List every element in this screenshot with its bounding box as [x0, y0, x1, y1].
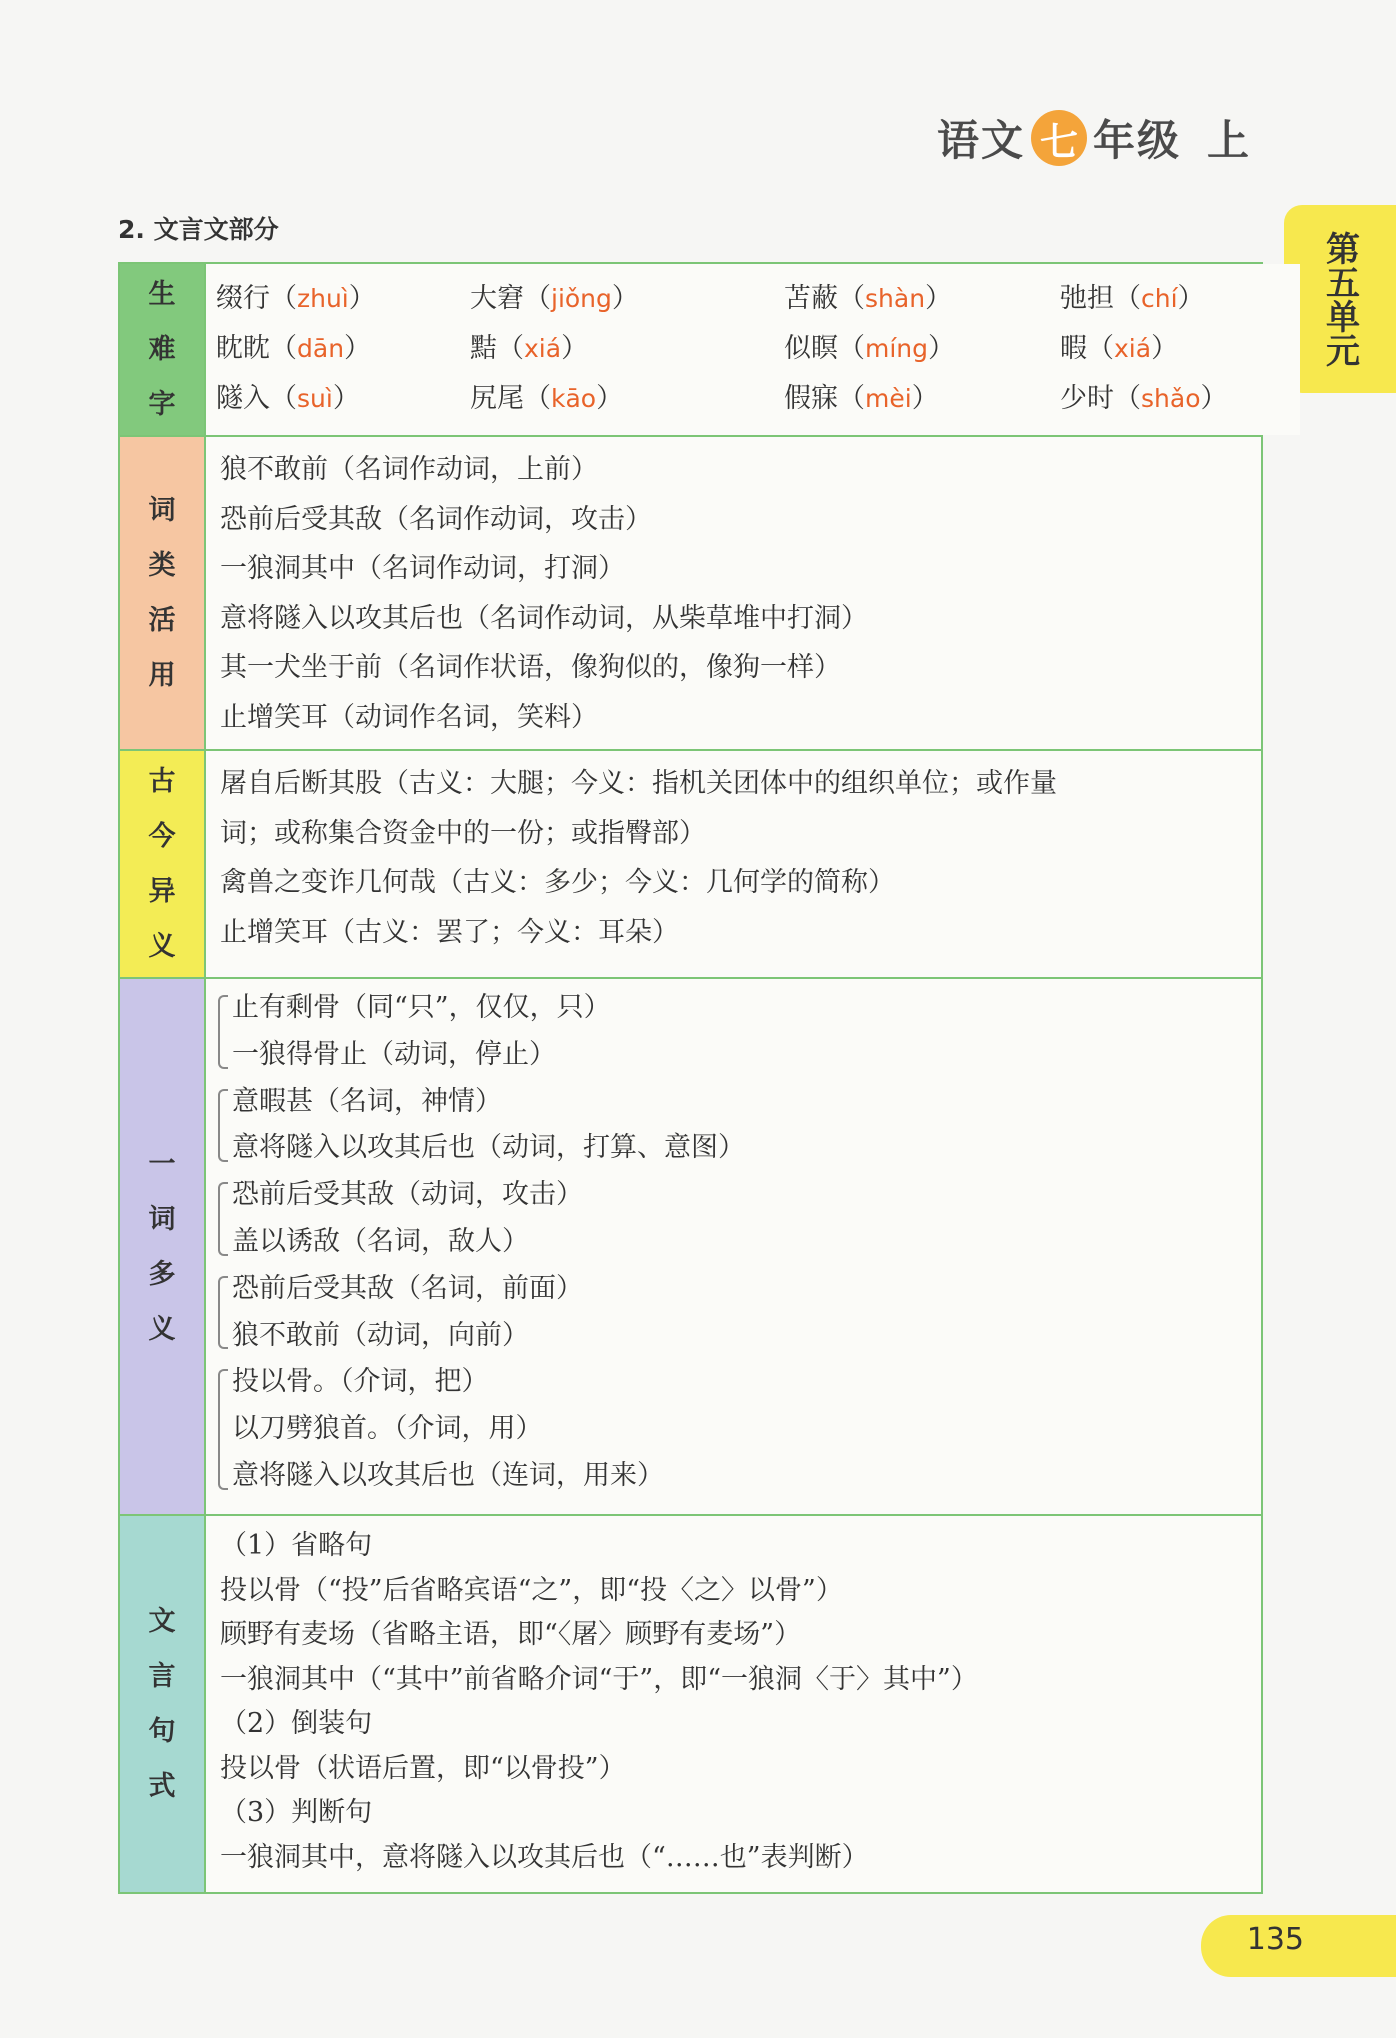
word-class-line: 意将隧入以攻其后也（名词作动词，从柴草堆中打洞）: [220, 602, 868, 634]
polysemy-content: [206, 979, 1261, 1514]
vocab-item: 尻尾（kāo）: [470, 383, 624, 414]
row-label-ancient-modern: 古 今 异 义: [120, 751, 206, 977]
term-label: 上: [1206, 116, 1251, 165]
row-label-polysemy: 一 词 多 义: [120, 979, 206, 1514]
polysemy-group-qian: [226, 1266, 1247, 1360]
vocab-item: 暇（xiá）: [1060, 333, 1179, 364]
sentence-subhead: （1）省略句: [220, 1530, 373, 1561]
ancient-modern-content: [206, 751, 1261, 977]
vocab-item: 少时（shǎo）: [1060, 383, 1228, 414]
sentence-line: 一狼洞其中，意将隧入以攻其后也（“……也”表判断）: [220, 1841, 869, 1873]
sentence-content: [206, 1516, 1261, 1892]
polysemy-line: 意将隧入以攻其后也（连词，用来）: [232, 1459, 664, 1491]
ancient-modern-line: 词；或称集合资金中的一份；或指臀部）: [220, 817, 706, 849]
page-number: 135: [1246, 1922, 1304, 1957]
word-class-line: 止增笑耳（动词作名词，笑料）: [220, 701, 598, 733]
polysemy-line: 投以骨。（介词，把）: [232, 1366, 489, 1398]
sentence-line: 投以骨（状语后置，即“以骨投”）: [220, 1752, 626, 1784]
word-class-content: [206, 437, 1261, 749]
summary-table: [118, 262, 1263, 1894]
vocab-item: 眈眈（dān）: [216, 333, 372, 364]
polysemy-group-di: [226, 1172, 1247, 1266]
polysemy-line: 意暇甚（名词，神情）: [232, 1085, 502, 1117]
sentence-subhead: （3）判断句: [220, 1797, 373, 1828]
sentence-line: 一狼洞其中（“其中”前省略介词“于”，即“一狼洞〈于〉其中”）: [220, 1663, 978, 1695]
vocab-item: 苫蔽（shàn）: [784, 283, 953, 314]
vocab-item: 弛担（chí）: [1060, 283, 1205, 314]
subject-title: 语文: [936, 116, 1025, 165]
grade-badge: 七: [1031, 110, 1087, 166]
section-title: 2. 文言文部分: [118, 215, 279, 244]
vocab-item: 大窘（jiǒng）: [470, 283, 639, 314]
ancient-modern-line: 止增笑耳（古义：罢了；今义：耳朵）: [220, 916, 679, 948]
polysemy-line: 以刀劈狼首。（介词，用）: [232, 1413, 543, 1445]
polysemy-group-yi2: [226, 1359, 1247, 1499]
vocab-content: [206, 264, 1300, 435]
polysemy-line: 盖以诱敌（名词，敌人）: [232, 1225, 529, 1257]
ancient-modern-line: 禽兽之变诈几何哉（古义：多少；今义：几何学的简称）: [220, 867, 895, 898]
row-label-sentence: 文 言 句 式: [120, 1516, 206, 1892]
word-class-line: 其一犬坐于前（名词作状语，像狗似的，像狗一样）: [220, 652, 841, 683]
vocab-item: 缀行（zhuì）: [216, 283, 376, 314]
word-class-line: 恐前后受其敌（名词作动词，攻击）: [220, 503, 652, 535]
row-label-word-class: 词 类 活 用: [120, 437, 206, 749]
unit-label: 第五单元: [1319, 231, 1360, 367]
row-word-class: [120, 437, 1261, 751]
polysemy-group-zhi: [226, 985, 1247, 1079]
polysemy-line: 恐前后受其敌（动词，攻击）: [232, 1179, 583, 1211]
sentence-line: 顾野有麦场（省略主语，即“〈屠〉顾野有麦场”）: [220, 1619, 802, 1650]
polysemy-line: 一狼得骨止（动词，停止）: [232, 1038, 556, 1070]
polysemy-group-yi: [226, 1079, 1247, 1173]
sentence-subhead: （2）倒装句: [220, 1708, 373, 1739]
polysemy-line: 狼不敢前（动词，向前）: [232, 1319, 529, 1351]
word-class-line: 狼不敢前（名词作动词，上前）: [220, 454, 598, 485]
polysemy-line: 意将隧入以攻其后也（动词，打算、意图）: [232, 1132, 745, 1164]
vocab-item: 黠（xiá）: [470, 333, 589, 364]
vocab-item: 似瞑（míng）: [784, 333, 956, 364]
ancient-modern-line: 屠自后断其股（古义：大腿；今义：指机关团体中的组织单位；或作量: [220, 768, 1057, 799]
vocab-item: 假寐（mèi）: [784, 383, 939, 414]
unit-side-tab: [1284, 205, 1396, 393]
page-header: [937, 108, 1251, 168]
row-sentence: [120, 1516, 1261, 1892]
row-ancient-modern: [120, 751, 1261, 979]
polysemy-line: 止有剩骨（同“只”，仅仅，只）: [232, 992, 611, 1023]
grade-word: 年级: [1092, 116, 1181, 165]
polysemy-line: 恐前后受其敌（名词，前面）: [232, 1272, 583, 1304]
sentence-line: 投以骨（“投”后省略宾语“之”，即“投〈之〉以骨”）: [220, 1574, 843, 1606]
row-vocab: [120, 264, 1261, 437]
row-label-vocab: 生 难 字: [120, 264, 206, 435]
word-class-line: 一狼洞其中（名词作动词，打洞）: [220, 553, 625, 584]
row-polysemy: [120, 979, 1261, 1516]
vocab-grid: [216, 266, 1290, 424]
vocab-item: 隧入（suì）: [216, 383, 360, 414]
